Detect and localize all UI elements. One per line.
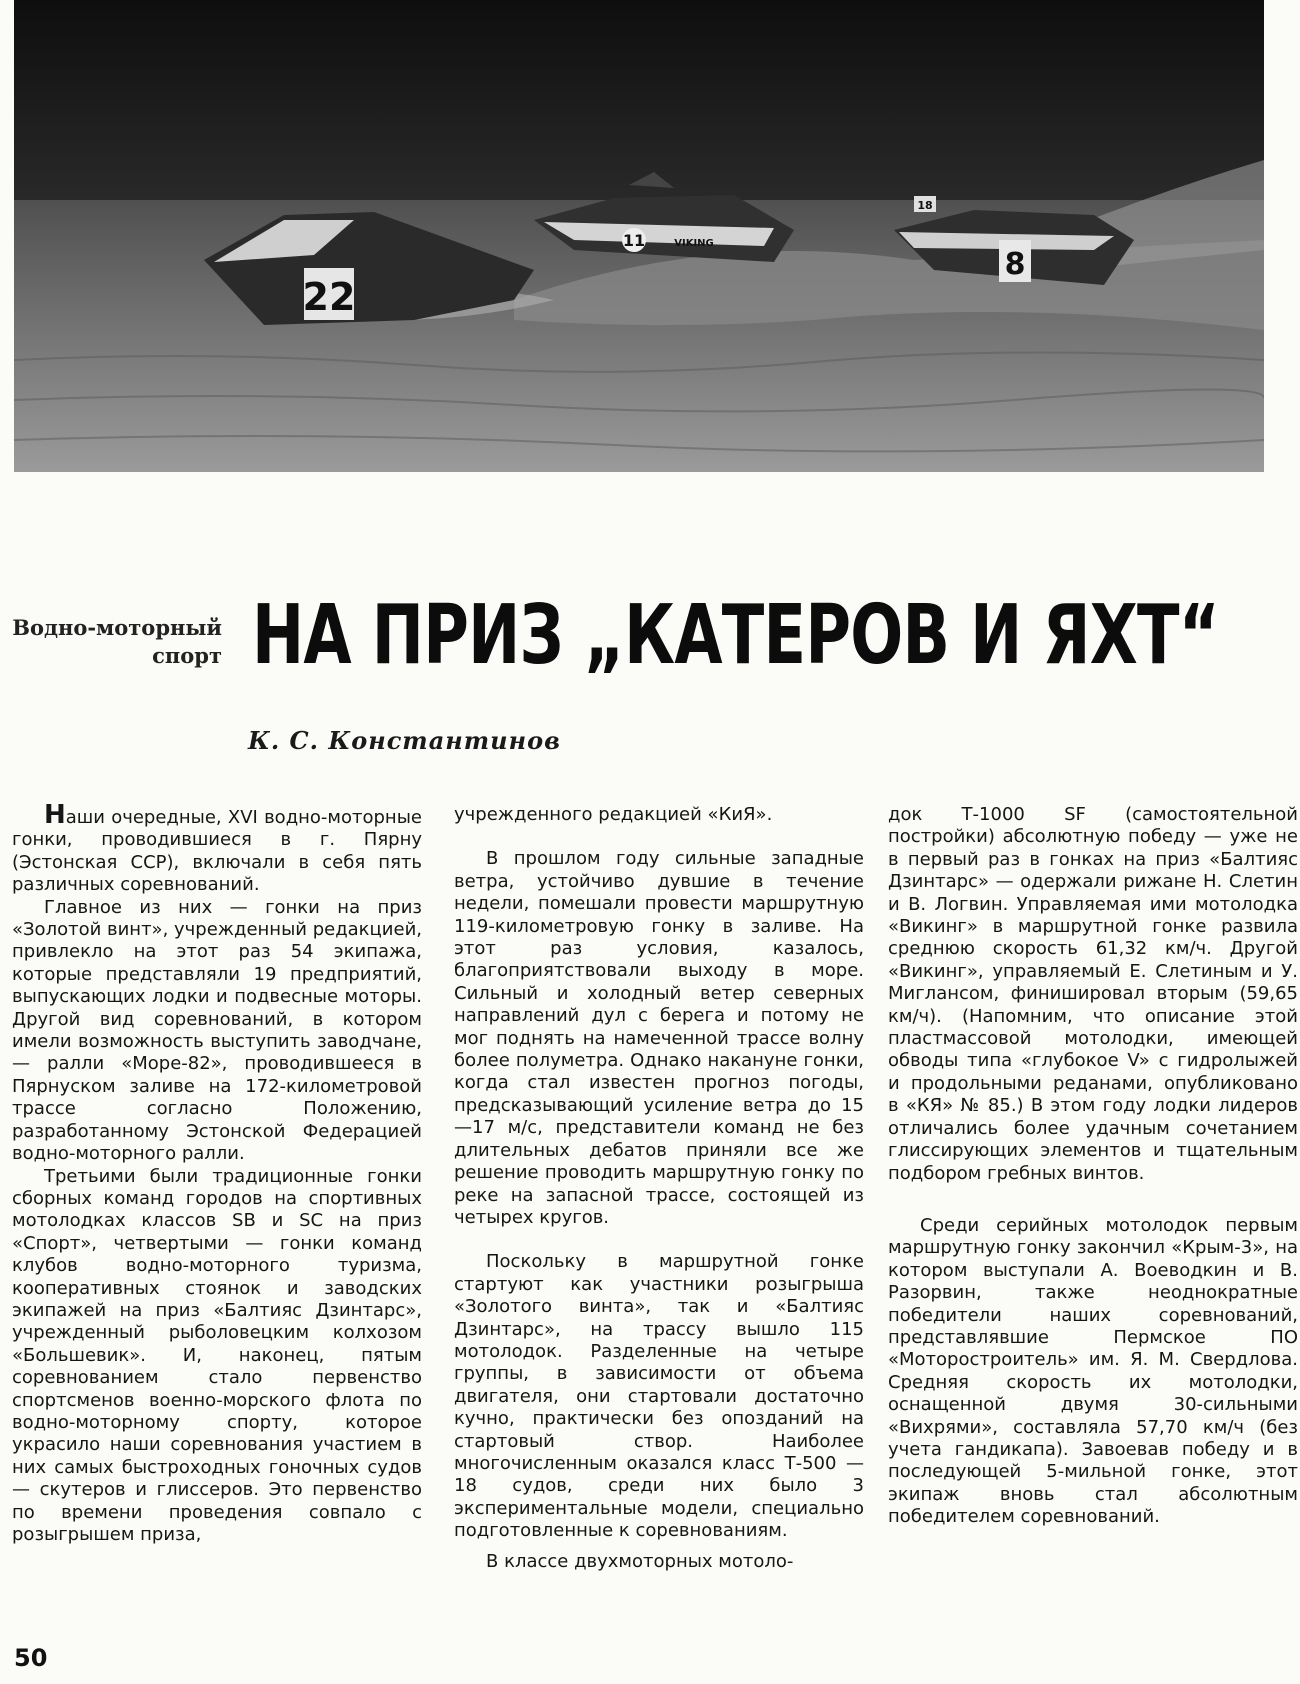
paragraph-text: аши очередные, XVI водно-моторные гонки, проводившиеся в г. Пярну (Эстонская ССР), включали в себя пять различных соревнований. [12, 807, 422, 896]
section-rubric [12, 614, 222, 670]
boat-lettering: VIKING [674, 238, 714, 249]
drop-cap: Н [44, 800, 66, 830]
paragraph: В прошлом году сильные западные ветра, устойчиво дувшие в течение недели, помешали провести маршрутную 119-километровую гонку в заливе. На этот раз условия, казалось, благоприятствовали выходу в море. Сильный и холодный ветер северных направлений дул с берега и потому не мог поднять на намеченной трассе волну более полуметра. Однако накануне гонки, когда стал известен прогноз погоды, предсказывающий усиление ветра до 15—17 м/с, представители команд не без длительных дебатов приняли все же решение проводить маршрутную гонку по реке на запасной трассе, состоящей из четырех кругов. [454, 848, 864, 1228]
rubric-line-1: Водно-моторный [12, 615, 222, 640]
racing-boats-photo [14, 0, 1264, 472]
paragraph: Главное из них — гонки на приз «Золотой винт», учрежденный редакцией, привлекло на этот раз 54 экипажа, которые представляли 19 предприятий, выпускающих лодки и подвесные моторы. Другой вид соревнований, в котором имели возможность выступить заводчане,— ралли «Море-82», проводившееся в Пярнуском заливе на 172-километровой трассе согласно Положению, разработанному Эстонской Федерацией водно-моторного ралли. [12, 896, 423, 1165]
boat-number-22: 22 [302, 275, 356, 319]
header-photo [14, 0, 1264, 472]
paragraph: В классе двухмоторных мотоло- [486, 1550, 794, 1572]
paragraph [12, 800, 422, 897]
article-author: К. С. Константинов [248, 726, 561, 755]
paragraph: учрежденного редакцией «КиЯ». [454, 804, 773, 825]
article-title: НА ПРИЗ „КАТЕРОВ И ЯХТ“ [252, 588, 1219, 683]
paragraph: Третьими были традиционные гонки сборных команд городов на спортивных мотолодках классов SB и SC на приз «Спорт», четвертыми — гонки команд клубов водно-моторного туризма, кооперативных стоянок и заводских экипажей на приз «Балтияс Дзинтарс», учрежденный рыболовецким колхозом «Большевик». И, наконец, пятым соревнованием стало первенство спортсменов военно-морского флота по водно-моторному спорту, которое украсило наши соревнования участием в них самых быстроходных гоночных судов — скутеров и глиссеров. Это первенство по времени проведения совпало с розыгрышем приза, [12, 1165, 422, 1545]
paragraph: док Т-1000 SF (самостоятельной постройки) абсолютную победу — уже не в первый раз в гонках на приз «Балтияс Дзинтарс» — одержали рижане Н. Слетин и В. Логвин. Управляемая ими мотолодка «Викинг» в маршрутной гонке развила среднюю скорость 61,32 км/ч. Другой «Викинг», управляемый Е. Слетиным и У. Миглансом, финишировал вторым (59,65 км/ч). (Напомним, что описание этой пластмассовой мотолодки, имеющей обводы типа «глубокое V» с гидролыжей и продольными реданами, опубликовано в «КЯ» № 85.) В этом году лодки лидеров отличались более удачным сочетанием глиссирующих элементов и тщательным подбором гребных винтов. [888, 804, 1298, 1184]
text-column-3 [888, 804, 1298, 1529]
paragraph: Среди серийных мотолодок первым маршрутную гонку закончил «Крым-3», на котором выступали А. Воеводкин и В. Разорвин, также неоднократные победители наших соревнований, представлявшие Пермское ПО «Моторостроитель» им. Я. М. Свердлова. Средняя скорость их мотолодки, оснащенной двумя 30-сильными «Вихрями», составляла 57,70 км/ч (без учета гандикапа). Завоевав победу и в последующей 5-мильной гонке, этот экипаж вновь стал абсолютным победителем соревнований. [888, 1214, 1298, 1528]
page-number: 50 [14, 1644, 48, 1672]
boat-number-8: 8 [1004, 247, 1026, 282]
boat-number-18: 18 [917, 199, 933, 212]
text-column-2 [454, 804, 864, 1573]
rubric-line-2: спорт [152, 643, 222, 668]
paragraph: Поскольку в маршрутной гонке стартуют как участники розыгрыша «Золотого винта», так и «Балтияс Дзинтарс», на трассу вышло 115 мотолодок. Разделенные на четыре группы, в зависимости от объема двигателя, они стартовали достаточно кучно, практически без опозданий на стартовый створ. Наиболее многочисленным оказался класс Т-500 — 18 судов, среди них было 3 экспериментальные модели, специально подготовленные к соревнованиям. [454, 1251, 864, 1542]
boat-number-11: 11 [622, 231, 646, 250]
text-column-1 [12, 800, 423, 1546]
